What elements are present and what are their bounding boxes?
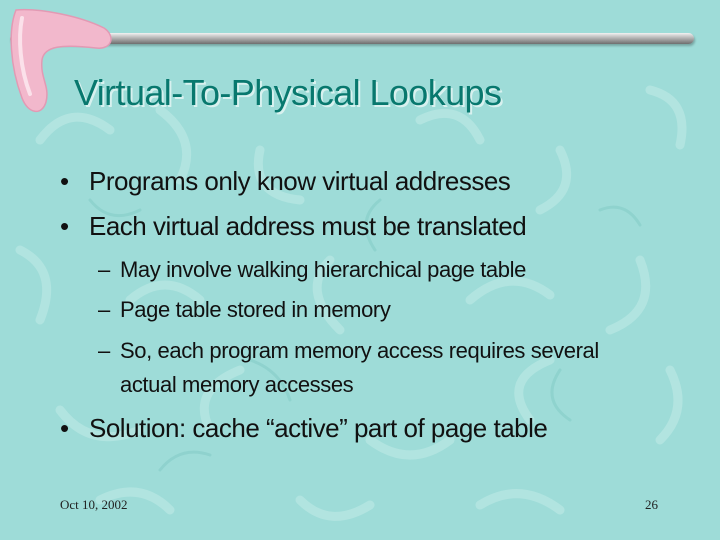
- slide-title: Virtual-To-Physical Lookups: [74, 72, 502, 113]
- bullet-marker: •: [60, 413, 69, 443]
- bullet-marker: •: [60, 166, 69, 196]
- bullet-text: Programs only know virtual addresses: [89, 166, 511, 196]
- sub-bullet-text: So, each program memory access requires several: [120, 338, 599, 363]
- sub-bullet-marker: –: [98, 257, 110, 282]
- footer-date: Oct 10, 2002: [60, 497, 128, 512]
- sub-bullet-text: May involve walking hierarchical page table: [120, 257, 526, 282]
- sub-bullet-text: actual memory accesses: [120, 372, 354, 397]
- sub-bullet-marker: –: [98, 338, 110, 363]
- sub-bullet-marker: –: [98, 297, 110, 322]
- bullet-text: Solution: cache “active” part of page table: [89, 413, 548, 443]
- page-number: 26: [645, 497, 658, 512]
- sub-bullet-text: Page table stored in memory: [120, 297, 391, 322]
- bullet-text: Each virtual address must be translated: [89, 211, 527, 241]
- bullet-marker: •: [60, 211, 69, 241]
